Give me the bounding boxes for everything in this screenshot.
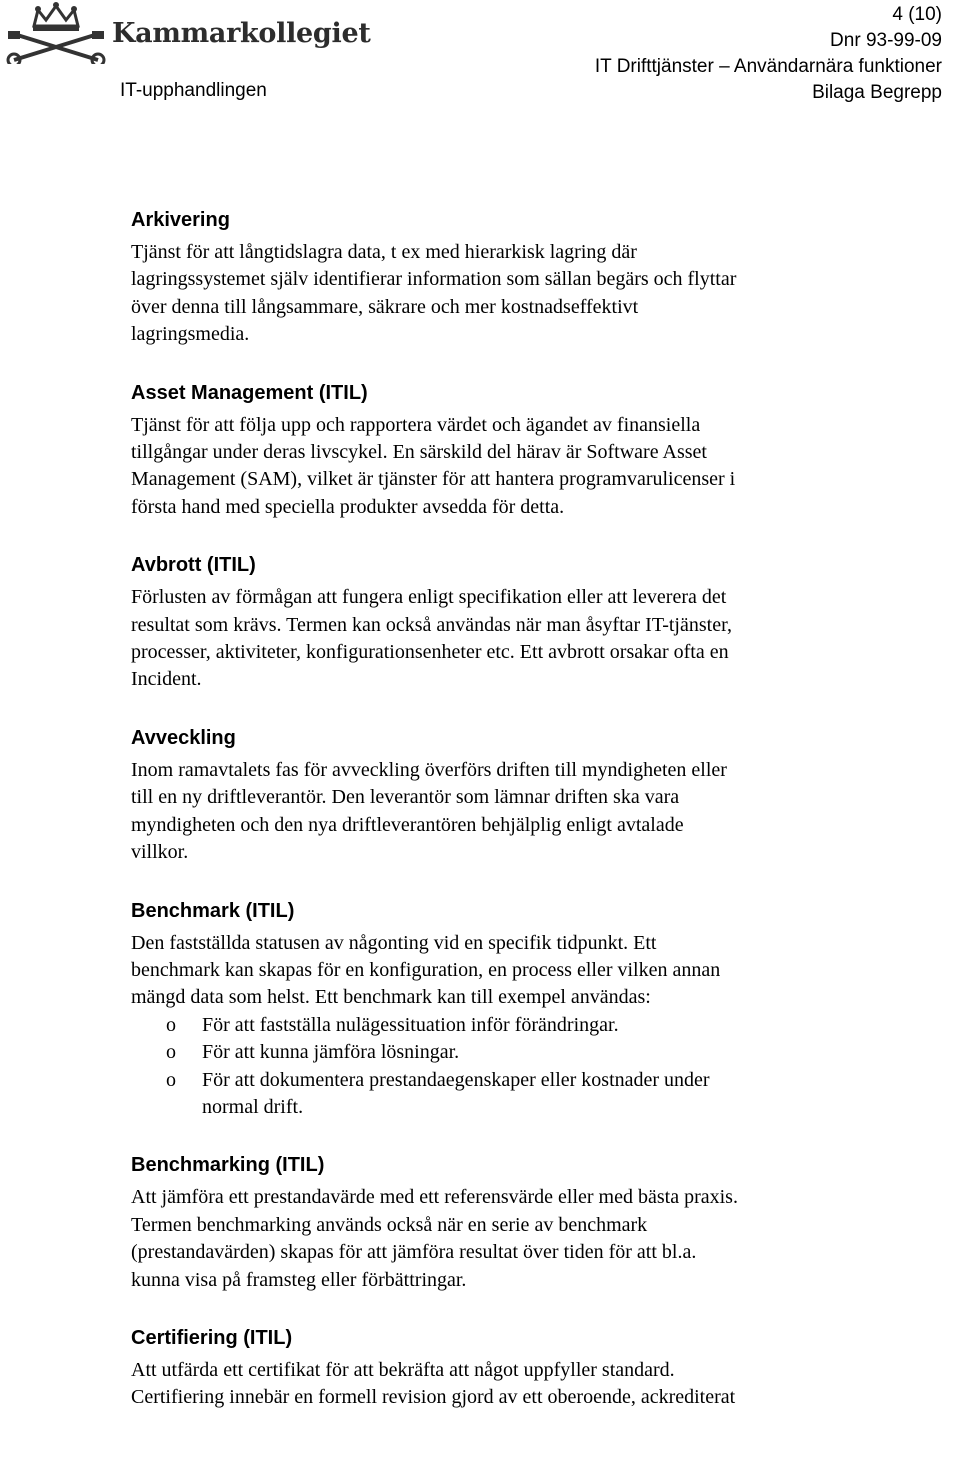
term-heading: Benchmarking (ITIL) (131, 1154, 325, 1177)
list-item-text: För att fastställa nulägessituation inför förändringar. (202, 1013, 619, 1036)
list-item-text: För att kunna jämföra lösningar. (202, 1041, 460, 1064)
list-item (131, 1067, 931, 1122)
term-heading: Asset Management (ITIL) (131, 381, 368, 404)
term-definition: Den fastställda statusen av någonting vid en specifik tidpunkt. Ett benchmark kan skapas för en konfiguration, en process eller vilken annan mängd data som helst. Ett benchmark kan till exempel användas: (131, 931, 721, 1009)
term-heading: Certifiering (ITIL) (131, 1326, 293, 1349)
term-definition: Tjänst för att följa upp och rapportera värdet och ägandet av finansiella tillgångar under deras livscykel. En särskild del härav är Software Asset Management (SAM), vilket är tjänster för att hantera programvarulicenser i första hand med speciella produkter avsedda för detta. (131, 413, 736, 518)
page-header (0, 0, 960, 120)
glossary-entry (131, 206, 931, 349)
glossary-entry (131, 1324, 931, 1412)
page-number: 4 (10) (892, 4, 942, 25)
bullet-list (131, 1012, 931, 1122)
list-item (131, 1039, 931, 1066)
term-definition: Tjänst för att långtidslagra data, t ex med hierarkisk lagring där lagringssystemet själv identifierar information som sällan begärs och flyttar över denna till långsammare, säkrare och mer kostnadseffektivt lagringsmedia. (131, 241, 737, 346)
term-heading: Arkivering (131, 209, 230, 231)
header-meta (595, 2, 942, 106)
term-heading: Avbrott (ITIL) (131, 554, 256, 577)
list-item (131, 1012, 931, 1039)
bullet-marker: o (166, 1068, 176, 1091)
reference-number: Dnr 93-99-09 (830, 30, 942, 51)
glossary-entry (131, 551, 931, 694)
glossary-entry (131, 897, 931, 1122)
term-heading: Benchmark (ITIL) (131, 899, 295, 922)
glossary-entry (131, 724, 931, 867)
document-title: IT Drifttjänster – Användarnära funktioner (594, 56, 942, 77)
bullet-marker: o (166, 1041, 176, 1064)
list-item-text: För att dokumentera prestandaegenskaper eller kostnader under normal drift. (202, 1068, 710, 1118)
glossary-entry (131, 1151, 931, 1294)
kammarkollegiet-logo (0, 0, 371, 68)
department-name: IT-upphandlingen (120, 80, 267, 101)
attachment-name: Bilaga Begrepp (812, 82, 942, 103)
term-definition: Att jämföra ett prestandavärde med ett referensvärde eller med bästa praxis. Termen benchmarking används också när en serie av benchmark (prestandavärden) skapas för att jämföra resultat över tiden för att bl.a. kunna visa på framsteg eller förbättringar. (131, 1186, 738, 1291)
term-definition: Inom ramavtalets fas för avveckling överförs driften till myndigheten eller till en ny driftleverantör. Den leverantör som lämnar driften ska vara myndigheten och den nya driftleverantören behjälplig enligt avtalade villkor. (131, 758, 727, 864)
crown-keys-icon (4, 2, 108, 64)
term-definition: Att utfärda ett certifikat för att bekräfta att något uppfyller standard. Certifiering innebär en formell revision gjord av ett oberoende, ackrediterat (131, 1358, 736, 1409)
glossary-content (131, 206, 931, 1442)
term-definition: Förlusten av förmågan att fungera enligt specifikation eller att leverera det resultat som krävs. Termen kan också användas när man åsyftar IT-tjänster, processer, aktiviteter, konfigurationsenheter etc. Ett avbrott orsakar ofta en Incident. (131, 586, 732, 691)
term-heading: Avveckling (131, 726, 236, 749)
bullet-marker: o (166, 1013, 176, 1036)
glossary-entry (131, 379, 931, 522)
logo-wordmark: Kammarkollegiet (112, 18, 371, 49)
